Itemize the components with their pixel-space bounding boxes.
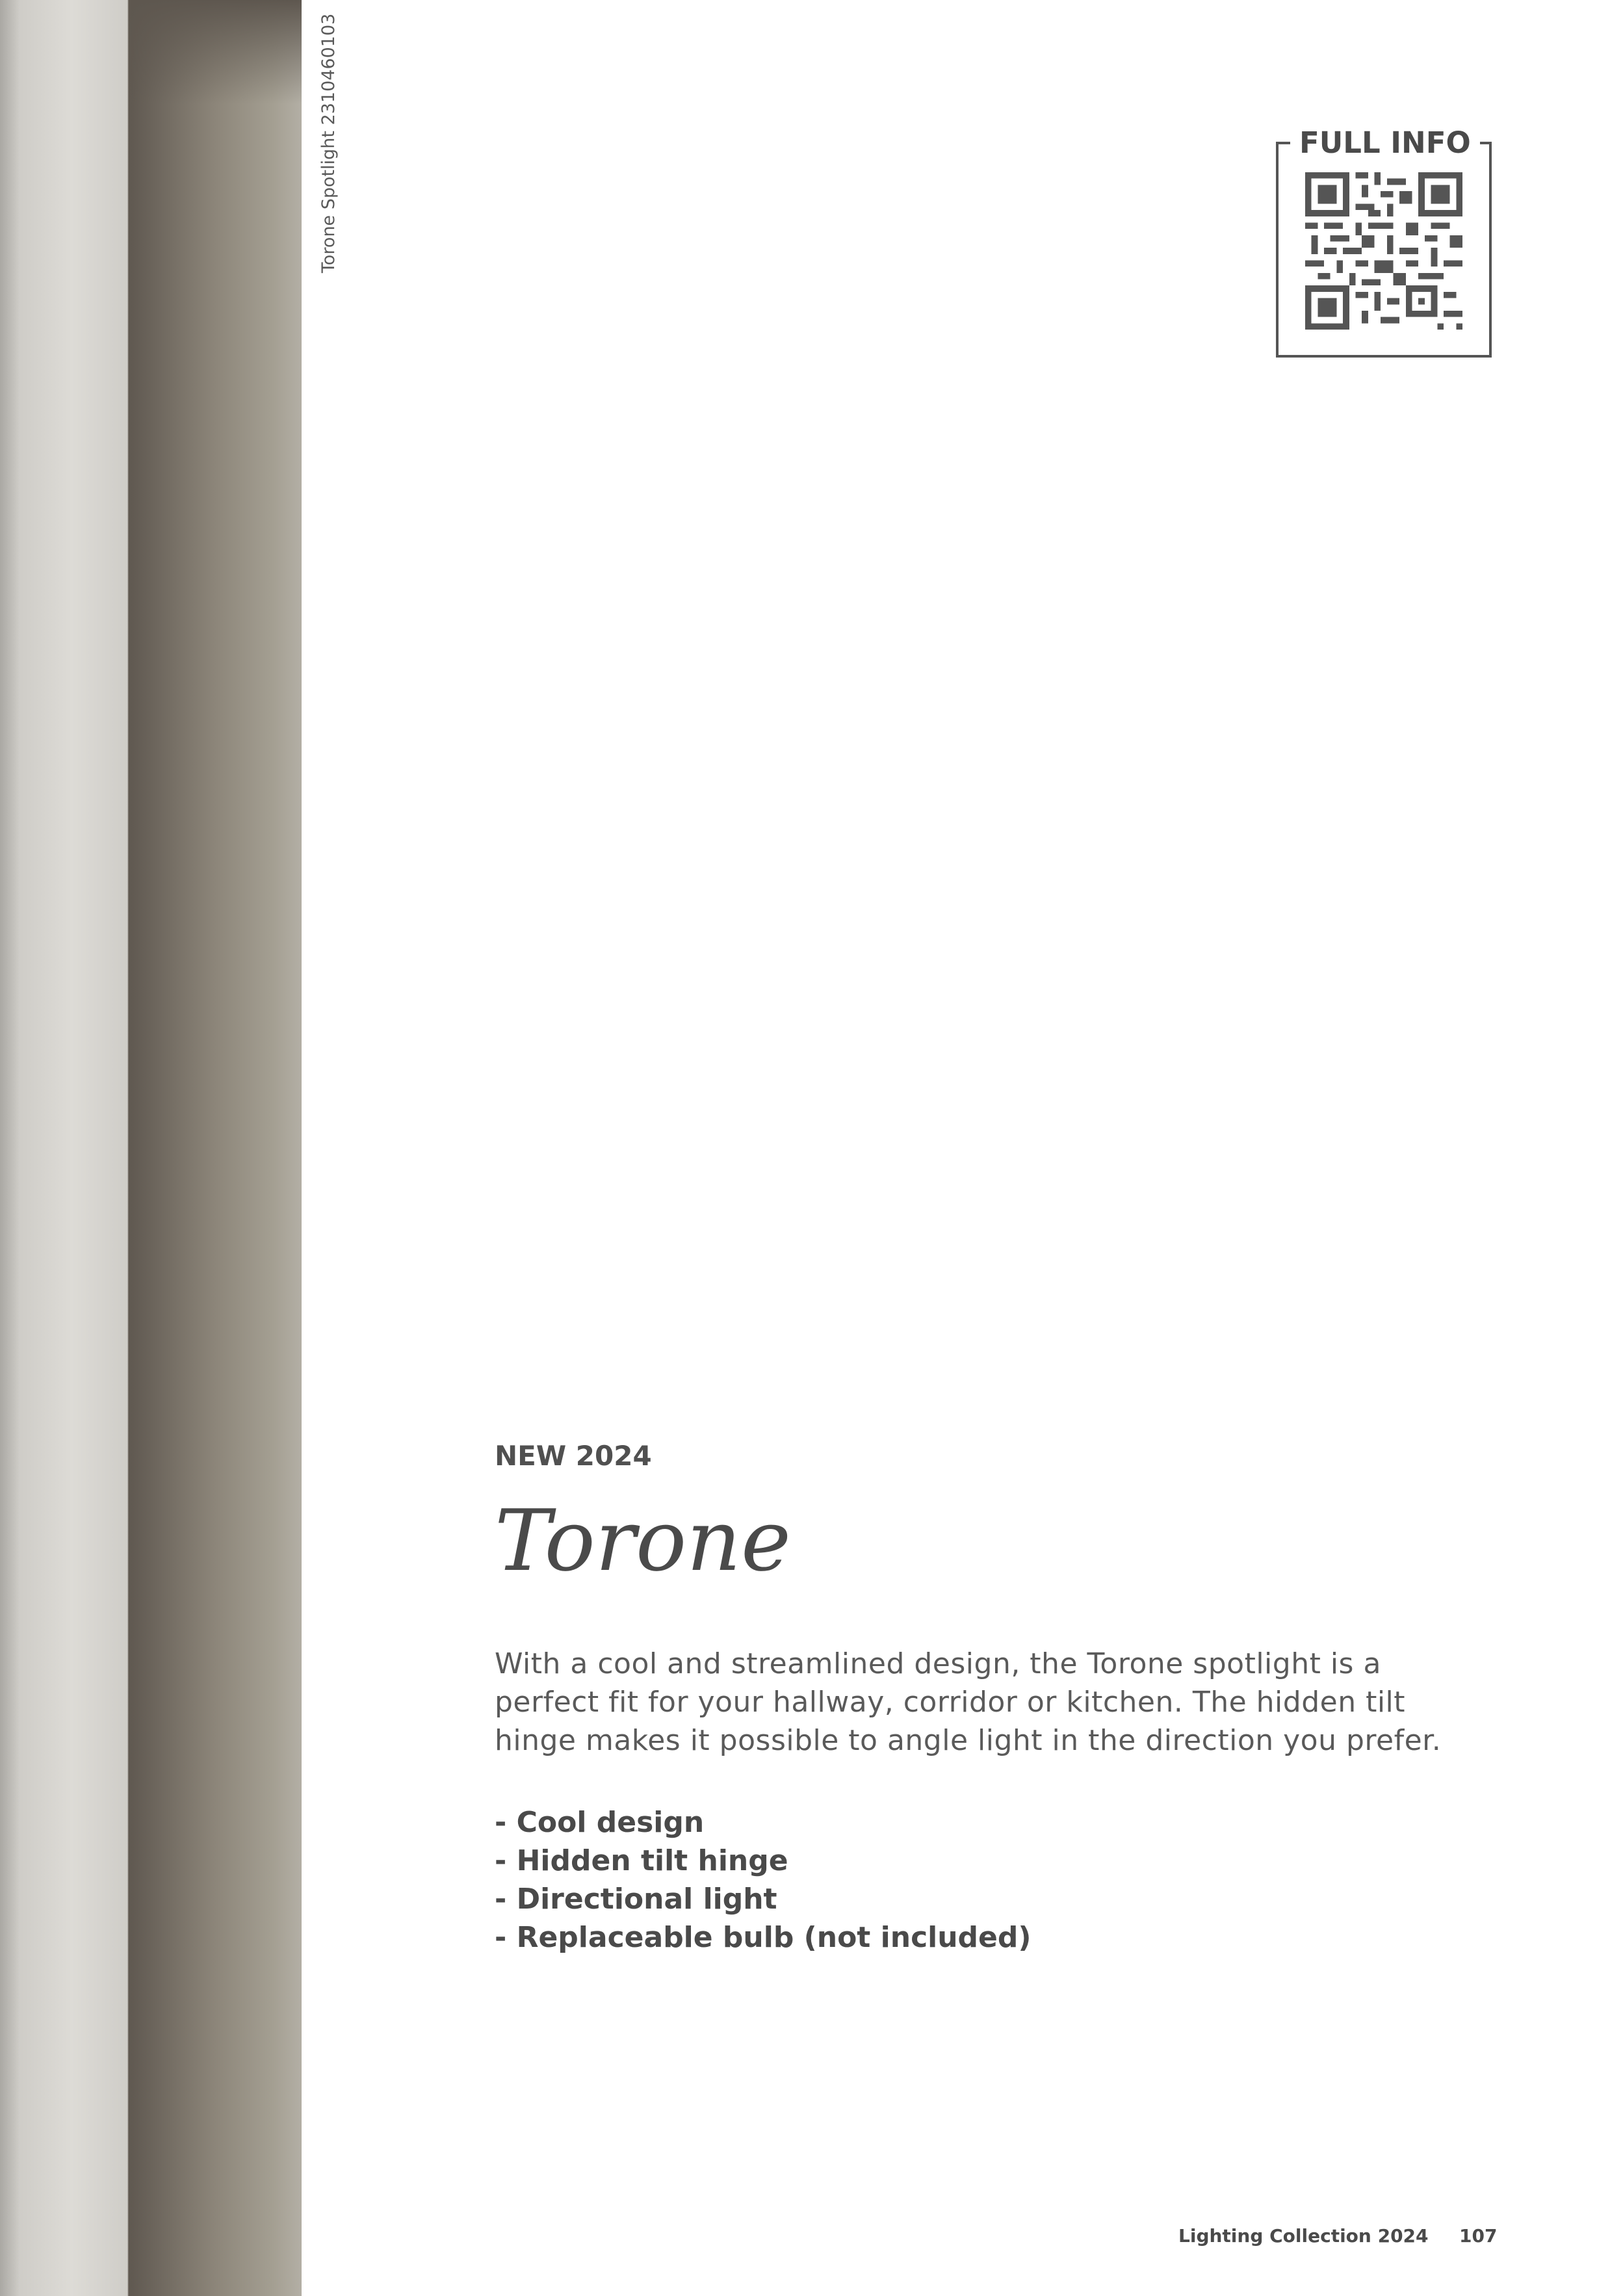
feature-item: - Directional light (495, 1883, 777, 1916)
feature-list (495, 1803, 1032, 1957)
feature-item: - Replaceable bulb (not included) (495, 1921, 1032, 1954)
feature-item: - Hidden tilt hinge (495, 1844, 788, 1877)
qr-code-icon[interactable] (1305, 172, 1462, 330)
product-title: Torone (495, 1491, 791, 1590)
feature-item: - Cool design (495, 1806, 705, 1839)
side-code (318, 13, 344, 280)
page-number: 107 (1459, 2225, 1498, 2247)
photo-corner (0, 0, 19, 2296)
photo-shadow (129, 0, 302, 104)
qr-label: FULL INFO (1290, 125, 1480, 161)
footer-collection: Lighting Collection 2024 (1178, 2225, 1429, 2247)
product-description: With a cool and streamlined design, the Torone spotlight is a perfect fit for your hallway, corridor or kitchen. The hidden tilt hinge makes it possible to angle light in the direction you prefer. (495, 1647, 1442, 1757)
side-code-text: Torone Spotlight 2310460103 (318, 13, 339, 273)
new-tag: NEW 2024 (495, 1440, 652, 1472)
product-photo (0, 0, 302, 2296)
